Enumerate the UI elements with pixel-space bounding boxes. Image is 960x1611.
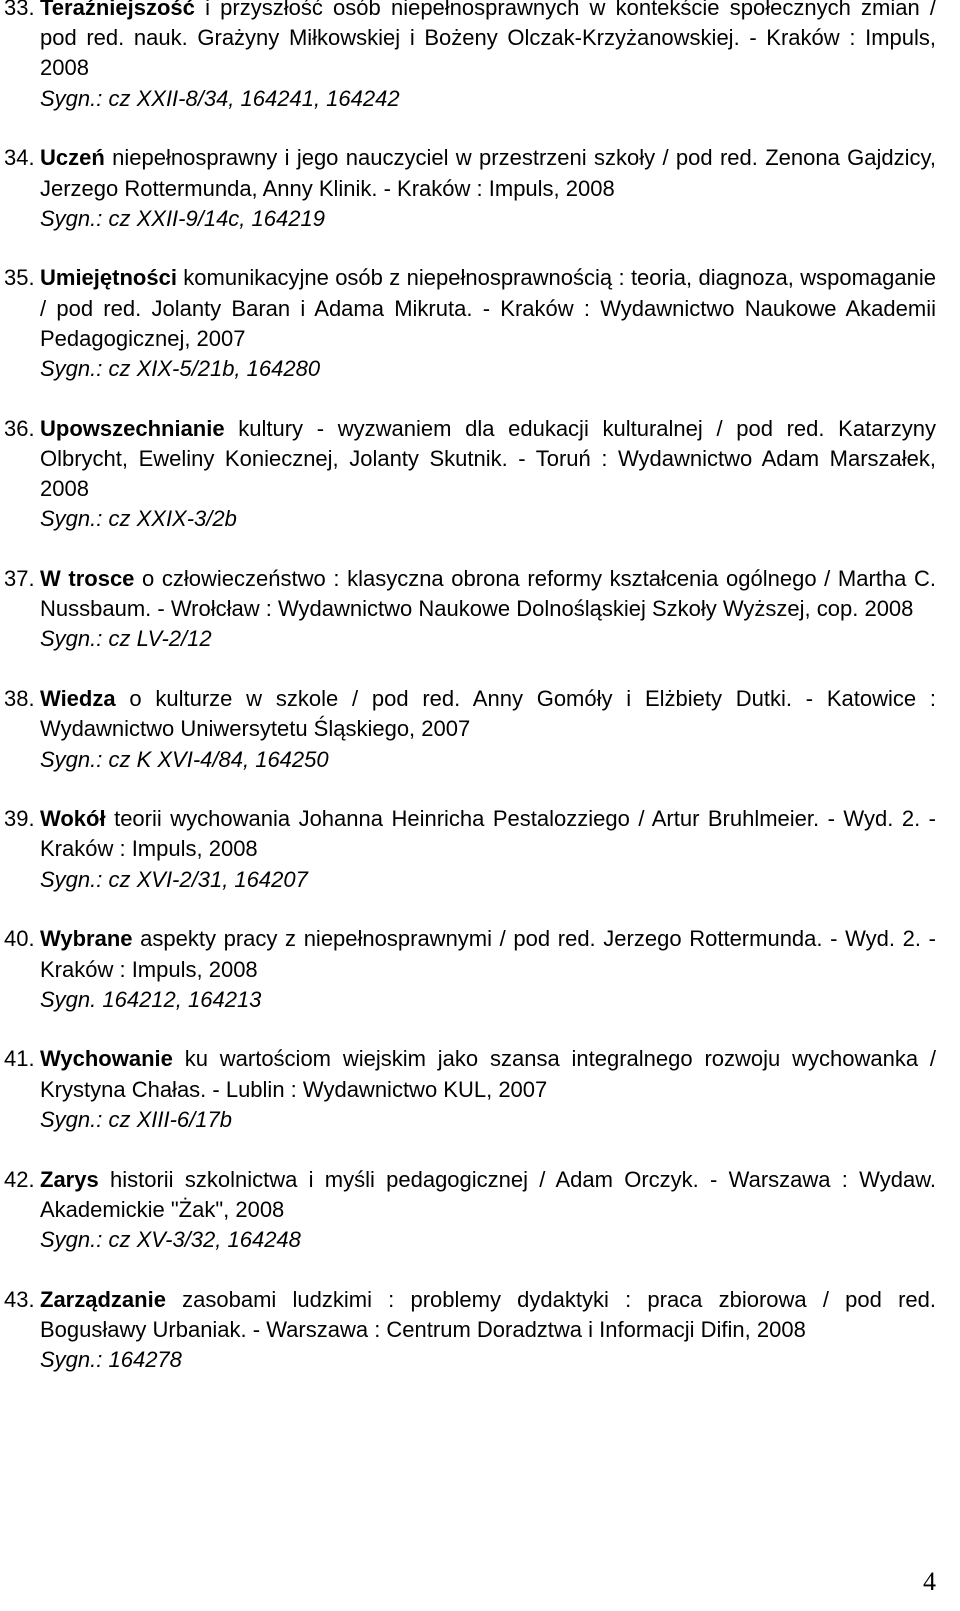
bibliography-entry: [4, 263, 936, 384]
entry-signature: Sygn. 164212, 164213: [40, 986, 262, 1012]
entry-text: o kulturze w szkole / pod red. Anny Gomóły i Elżbiety Dutki. - Katowice : Wydawnictwo Uniwersytetu Śląskiego, 2007: [40, 686, 936, 742]
entry-text: aspekty pracy z niepełnosprawnymi / pod red. Jerzego Rottermunda. - Wyd. 2. - Kraków : Impuls, 2008: [40, 926, 936, 982]
entry-heading: Uczeń: [40, 145, 105, 171]
entry-text: historii szkolnictwa i myśli pedagogicznej / Adam Orczyk. - Warszawa : Wydaw. Akademickie "Żak", 2008: [40, 1166, 936, 1222]
bibliography-list: [4, 0, 936, 1405]
entry-description: [40, 1165, 936, 1225]
entry-number: 42.: [4, 1166, 35, 1192]
entry-text: ku wartościom wiejskim jako szansa integralnego rozwoju wychowanka / Krystyna Chałas. - Lublin : Wydawnictwo KUL, 2007: [40, 1046, 936, 1102]
bibliography-entry: [4, 1044, 936, 1135]
entry-heading: Wychowanie: [40, 1046, 173, 1072]
entry-heading: Upowszechnianie: [40, 415, 225, 441]
entry-signature: Sygn.: cz XVI-2/31, 164207: [40, 866, 308, 892]
entry-signature: Sygn.: cz XXIX-3/2b: [40, 506, 237, 532]
entry-heading: Umiejętności: [40, 265, 177, 291]
entry-heading: Zarządzanie: [40, 1286, 166, 1312]
entry-heading: W trosce: [40, 566, 135, 592]
entry-description: [40, 924, 936, 984]
entry-heading: Wybrane: [40, 926, 133, 952]
bibliography-entry: [4, 143, 936, 234]
entry-number: 35.: [4, 265, 35, 291]
entry-heading: Teraźniejszość: [40, 0, 195, 20]
entry-description: [40, 0, 936, 84]
entry-number: 38.: [4, 686, 35, 712]
entry-signature: Sygn.: cz XV-3/32, 164248: [40, 1227, 301, 1252]
entry-number: 40.: [4, 926, 35, 952]
entry-signature: Sygn.: cz XXII-9/14c, 164219: [40, 205, 325, 231]
entry-description: [40, 1285, 936, 1345]
bibliography-entry: [4, 1165, 936, 1256]
bibliography-entry: [4, 0, 936, 114]
entry-text: kultury - wyzwaniem dla edukacji kulturalnej / pod red. Katarzyny Olbrycht, Eweliny Koniecznej, Jolanty Skutnik. - Toruń : Wydawnictwo Adam Marszałek, 2008: [40, 415, 936, 502]
entry-text: zasobami ludzkimi : problemy dydaktyki : praca zbiorowa / pod red. Bogusławy Urbaniak. - Warszawa : Centrum Doradztwa i Informacji Difin, 2008: [40, 1286, 936, 1342]
entry-number: 41.: [4, 1046, 35, 1072]
entry-signature: Sygn.: cz XIII-6/17b: [40, 1106, 232, 1132]
entry-number: 33.: [4, 0, 35, 20]
bibliography-entry: [4, 804, 936, 895]
entry-text: i przyszłość osób niepełnosprawnych w kontekście społecznych zmian / pod red. nauk. Grażyny Miłkowskiej i Bożeny Olczak-Krzyżanowskiej. - Kraków : Impuls, 2008: [40, 0, 936, 81]
entry-number: 43.: [4, 1286, 35, 1312]
entry-description: [40, 143, 936, 203]
entry-text: o człowieczeństwo : klasyczna obrona reformy kształcenia ogólnego / Martha C. Nussbaum. - Wrołcław : Wydawnictwo Naukowe Dolnośląskiej Szkoły Wyższej, cop. 2008: [40, 566, 936, 622]
page-number: 4: [923, 1567, 936, 1596]
entry-description: [40, 564, 936, 624]
entry-description: [40, 804, 936, 864]
bibliography-entry: [4, 924, 936, 1015]
entry-signature: Sygn.: cz XXII-8/34, 164241, 164242: [40, 85, 400, 111]
entry-number: 37.: [4, 566, 35, 592]
entry-signature: Sygn.: cz XIX-5/21b, 164280: [40, 356, 321, 382]
entry-description: [40, 1044, 936, 1104]
entry-signature: Sygn.: cz K XVI-4/84, 164250: [40, 746, 329, 772]
entry-signature: Sygn.: cz LV-2/12: [40, 626, 212, 652]
bibliography-entry: [4, 684, 936, 775]
bibliography-entry: [4, 414, 936, 535]
entry-text: teorii wychowania Johanna Heinricha Pestalozziego / Artur Bruhlmeier. - Wyd. 2. - Kraków : Impuls, 2008: [40, 806, 936, 862]
entry-number: 34.: [4, 145, 35, 171]
entry-number: 39.: [4, 806, 35, 832]
entry-heading: Wokół: [40, 806, 106, 832]
entry-signature: Sygn.: 164278: [40, 1347, 182, 1373]
entry-text: komunikacyjne osób z niepełnosprawnością : teoria, diagnoza, wspomaganie / pod red. Jolanty Baran i Adama Mikruta. - Kraków : Wydawnictwo Naukowe Akademii Pedagogicznej, 2007: [40, 265, 936, 351]
bibliography-entry: [4, 1285, 936, 1376]
entry-heading: Zarys: [40, 1166, 99, 1192]
entry-heading: Wiedza: [40, 686, 116, 712]
entry-number: 36.: [4, 415, 35, 441]
entry-description: [40, 263, 936, 354]
bibliography-entry: [4, 564, 936, 655]
entry-text: niepełnosprawny i jego nauczyciel w przestrzeni szkoły / pod red. Zenona Gajdzicy, Jerzego Rottermunda, Anny Klinik. - Kraków : Impuls, 2008: [40, 145, 936, 201]
entry-description: [40, 684, 936, 744]
entry-description: [40, 414, 936, 505]
